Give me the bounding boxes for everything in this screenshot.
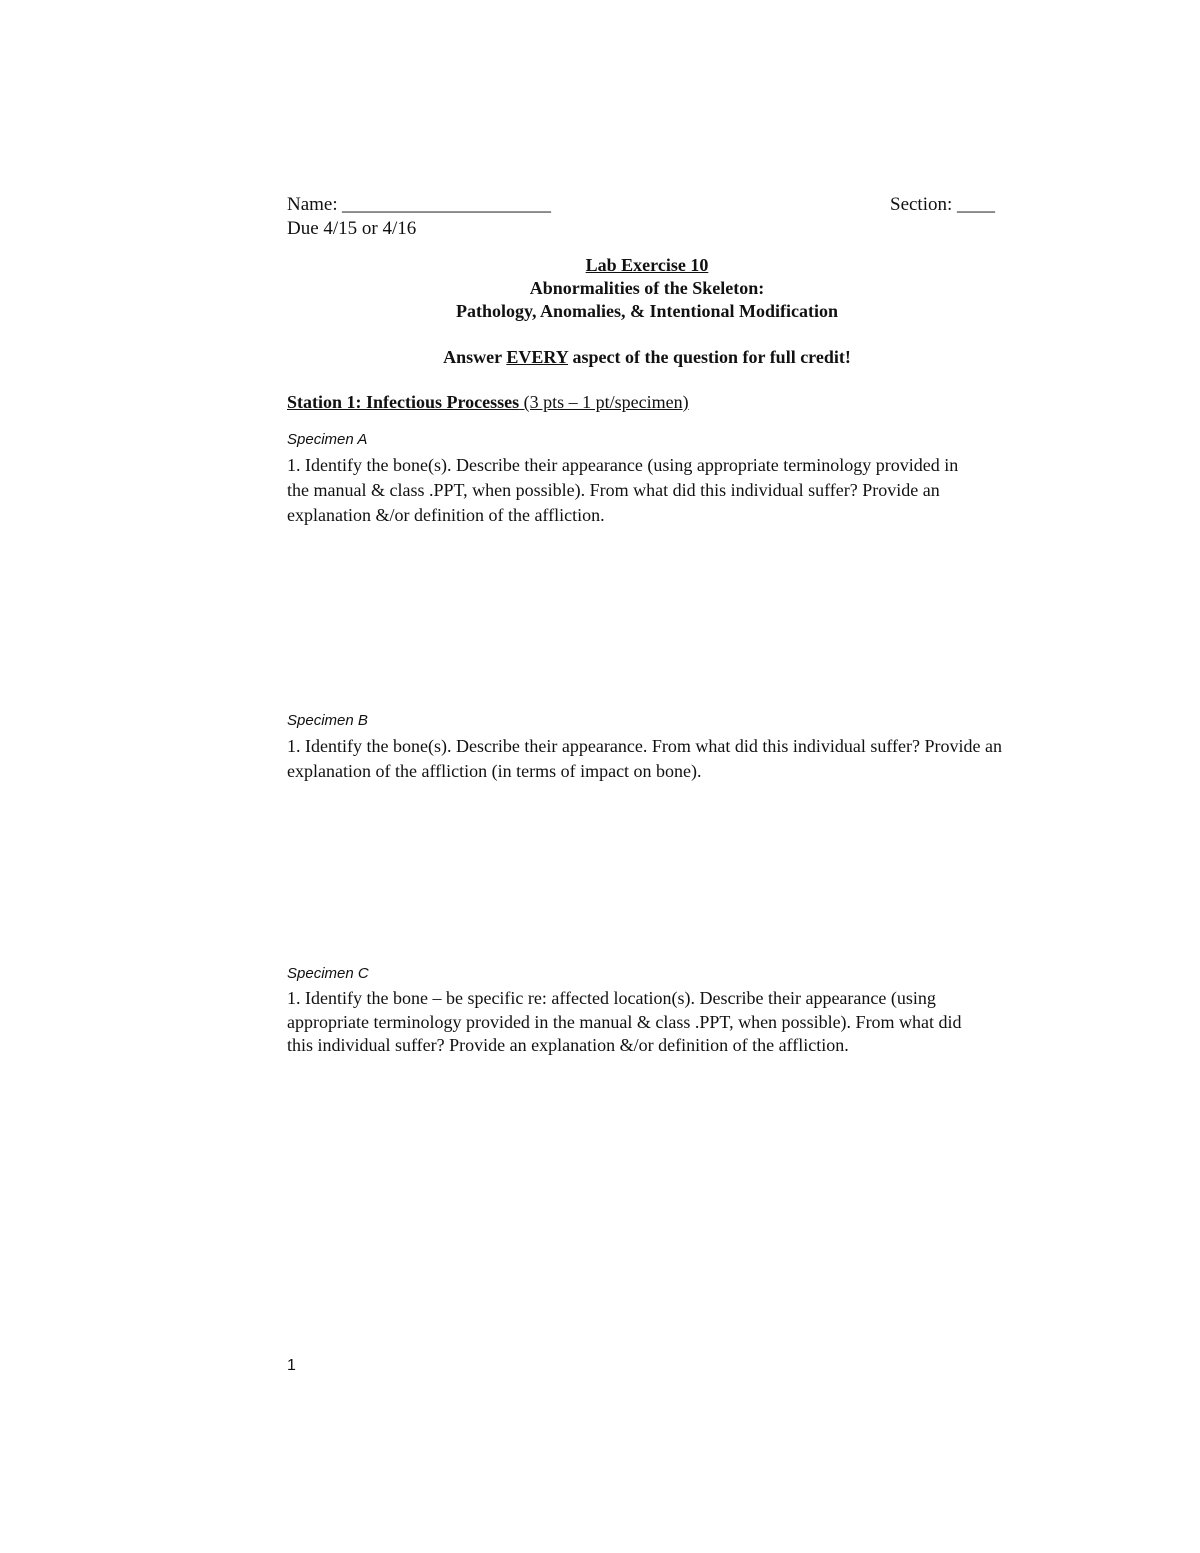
page-number: 1 bbox=[287, 1357, 296, 1374]
lab-exercise-title: Lab Exercise 10 bbox=[585, 255, 709, 275]
specimen-a-label: Specimen A bbox=[287, 431, 368, 448]
instruction-line bbox=[287, 347, 1007, 368]
due-date: Due 4/15 or 4/16 bbox=[287, 218, 417, 239]
specimen-b-question: 1. Identify the bone(s). Describe their appearance. From what did this individual suffer? Provide an explanation of the affliction (in terms of impact on bone). bbox=[287, 736, 1002, 781]
station-heading bbox=[287, 392, 689, 413]
section-label: Section: ____ bbox=[890, 194, 996, 215]
specimen-c-question: 1. Identify the bone – be specific re: affected location(s). Describe their appearance (using appropriate terminology provided in the manual & class .PPT, when possible). From what did this individual suffer? Provide an explanation &/or definition of the affliction. bbox=[287, 988, 962, 1055]
lab-subtitle-2: Pathology, Anomalies, & Intentional Modification bbox=[455, 301, 839, 321]
station-points: (3 pts – 1 pt/specimen) bbox=[519, 392, 689, 412]
instruction-after: aspect of the question for full credit! bbox=[568, 347, 851, 367]
lab-subtitle-1: Abnormalities of the Skeleton: bbox=[529, 278, 765, 298]
instruction-before: Answer bbox=[443, 347, 507, 367]
specimen-c-label: Specimen C bbox=[287, 965, 369, 982]
specimen-b-label: Specimen B bbox=[287, 712, 368, 729]
specimen-a-question: 1. Identify the bone(s). Describe their appearance (using appropriate terminology provided in the manual & class .PPT, when possible). From what did this individual suffer? Provide an explanation &/or definition of the affliction. bbox=[287, 455, 959, 525]
name-label: Name: bbox=[287, 194, 338, 215]
name-blank-line: ______________________ bbox=[342, 194, 551, 215]
instruction-emphasis: EVERY bbox=[506, 347, 569, 367]
station-title: Station 1: Infectious Processes bbox=[287, 392, 520, 412]
